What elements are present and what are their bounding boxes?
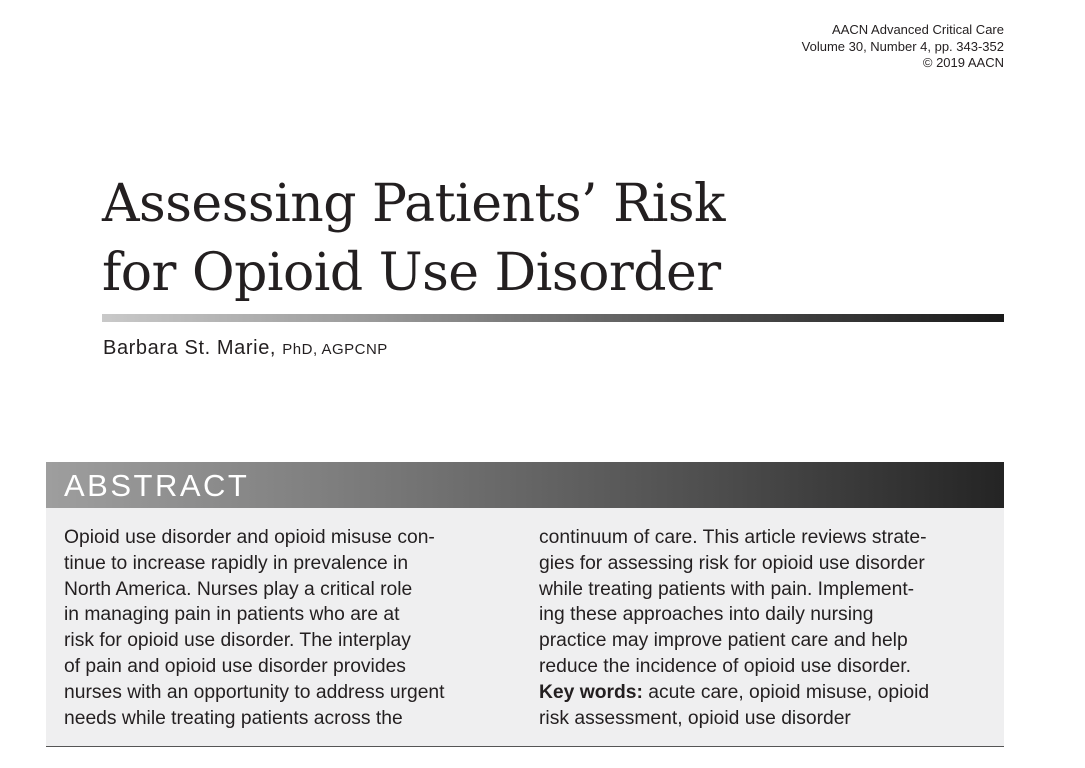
keywords-text: acute care, opioid misuse, opioid [642, 681, 930, 703]
abstract-line: nurses with an opportunity to address urgent [64, 681, 445, 703]
keywords-line [539, 680, 991, 706]
abstract-line: Opioid use disorder and opioid misuse con- [64, 527, 435, 548]
article-title [102, 170, 725, 308]
abstract-heading: ABSTRACT [64, 468, 250, 503]
abstract-line: ing these approaches into daily nursing [539, 604, 874, 626]
keywords-line-2: risk assessment, opioid use disorder [539, 707, 851, 729]
abstract-line: in managing pain in patients who are at [64, 604, 400, 626]
abstract-line: North America. Nurses play a critical role [64, 578, 413, 600]
abstract-box [46, 462, 1004, 747]
abstract-line: tinue to increase rapidly in prevalence in [64, 552, 409, 574]
journal-name: AACN Advanced Critical Care [832, 22, 1004, 37]
keywords-label: Key words: [539, 681, 643, 703]
abstract-line: needs while treating patients across the [64, 707, 403, 729]
author-credentials: PhD, AGPCNP [282, 341, 388, 358]
journal-header [802, 22, 1004, 72]
title-line-2: for Opioid Use Disorder [102, 243, 721, 303]
abstract-line: of pain and opioid use disorder provides [64, 655, 406, 677]
author-byline [103, 337, 388, 360]
abstract-line: continuum of care. This article reviews strate- [539, 527, 927, 548]
abstract-line: practice may improve patient care and help [539, 630, 908, 652]
abstract-line: while treating patients with pain. Implement- [539, 578, 915, 600]
title-line-1: Assessing Patients’ Risk [102, 174, 726, 234]
abstract-line: gies for assessing risk for opioid use disorder [539, 552, 925, 574]
author-name: Barbara St. Marie, [103, 337, 277, 359]
abstract-line: reduce the incidence of opioid use disorder. [539, 655, 911, 677]
journal-volume: Volume 30, Number 4, pp. 343-352 [801, 38, 1004, 54]
journal-copyright: © 2019 AACN [922, 55, 1004, 70]
title-divider [102, 314, 1004, 322]
abstract-column-left [64, 525, 509, 731]
abstract-column-right [539, 525, 991, 731]
abstract-header [46, 462, 1004, 508]
abstract-line: risk for opioid use disorder. The interplay [64, 630, 411, 652]
